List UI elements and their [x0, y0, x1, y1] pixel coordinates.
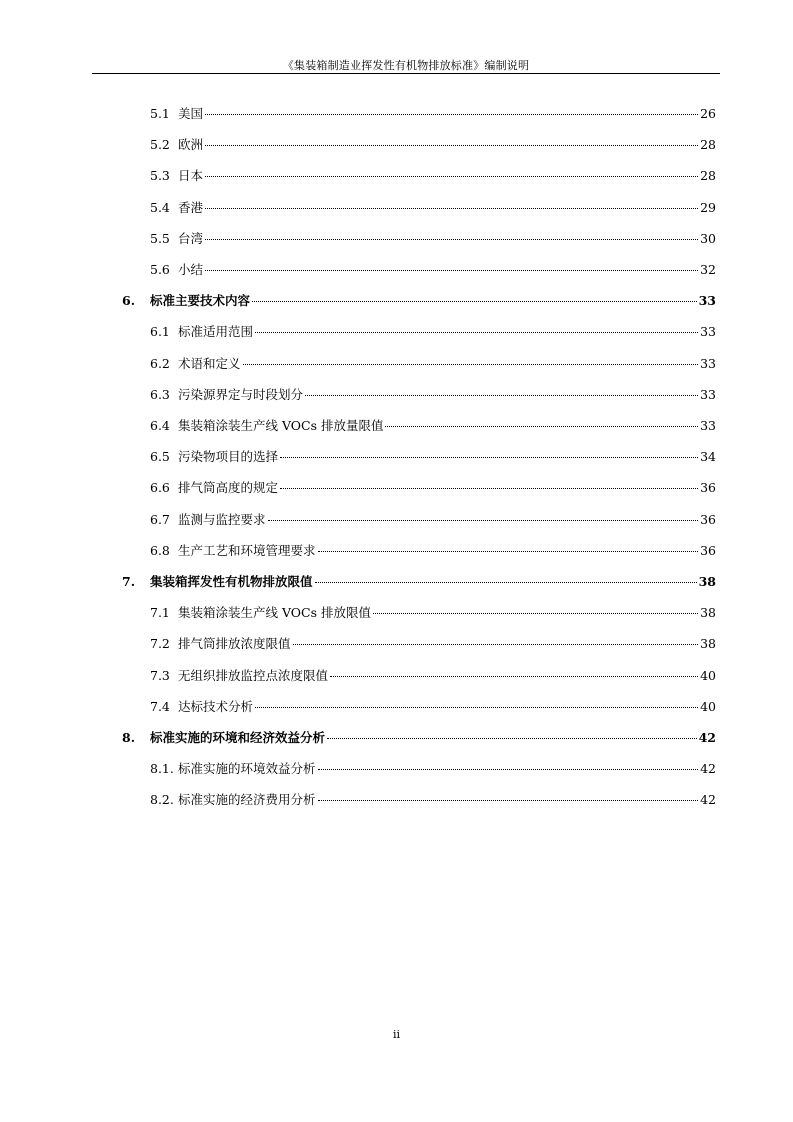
toc-entry-title: 监测与监控要求 — [178, 511, 266, 527]
toc-section-entry[interactable] — [150, 666, 716, 684]
toc-dot-leader — [205, 238, 698, 240]
toc-entry-number: 5.1 — [150, 106, 170, 121]
toc-dot-leader — [280, 456, 698, 458]
toc-entry-title: 排气筒排放浓度限值 — [178, 636, 291, 652]
toc-entry-title: 标准适用范围 — [178, 324, 254, 340]
toc-entry-page: 28 — [700, 137, 716, 153]
toc-entry-title: 小结 — [178, 262, 204, 277]
toc-entry-title: 集装箱涂装生产线 VOCs 排放限值 — [178, 605, 371, 621]
toc-entry-number: 8.1. — [150, 761, 174, 777]
toc-entry-page: 40 — [700, 698, 716, 714]
toc-entry-page: 38 — [698, 574, 716, 589]
toc-entry-title: 集装箱涂装生产线 VOCs 排放量限值 — [178, 418, 384, 433]
toc-entry-title: 标准实施的环境效益分析 — [178, 761, 316, 777]
toc-dot-leader — [205, 144, 698, 146]
toc-chapter-entry[interactable] — [122, 291, 716, 309]
toc-entry-page: 42 — [700, 792, 716, 808]
toc-dot-leader — [293, 643, 699, 645]
toc-entry-number: 6.4 — [150, 418, 170, 433]
toc-entry-page: 40 — [700, 667, 716, 683]
toc-entry-number: 6.3 — [150, 386, 170, 402]
toc-entry-page: 33 — [700, 355, 716, 371]
toc-entry-page: 42 — [698, 730, 716, 745]
toc-entry-number: 5.4 — [150, 199, 170, 215]
toc-section-entry[interactable] — [150, 790, 716, 808]
toc-entry-page: 26 — [700, 106, 716, 121]
toc-dot-leader — [252, 300, 697, 302]
toc-section-entry[interactable] — [150, 510, 716, 528]
toc-entry-page: 33 — [698, 293, 716, 309]
toc-entry-page: 30 — [700, 230, 716, 246]
toc-section-entry[interactable] — [150, 634, 716, 652]
toc-entry-page: 36 — [700, 542, 716, 558]
toc-entry-number: 7. — [122, 574, 136, 589]
toc-dot-leader — [243, 363, 699, 365]
toc-dot-leader — [280, 487, 698, 489]
toc-entry-page: 38 — [700, 636, 716, 652]
toc-entry-title: 香港 — [178, 199, 204, 215]
toc-entry-title: 欧洲 — [178, 137, 204, 153]
header-rule — [92, 73, 720, 74]
toc-entry-page: 38 — [700, 605, 716, 621]
toc-entry-page: 32 — [700, 262, 716, 277]
toc-dot-leader — [318, 550, 699, 552]
toc-entry-title: 污染物项目的选择 — [178, 449, 279, 465]
toc-dot-leader — [205, 269, 698, 271]
toc-entry-number: 5.5 — [150, 230, 170, 246]
toc-dot-leader — [330, 675, 698, 677]
toc-entry-title: 术语和定义 — [178, 355, 241, 371]
toc-dot-leader — [315, 581, 697, 583]
toc-dot-leader — [385, 425, 698, 427]
toc-entry-number: 6.6 — [150, 480, 170, 496]
toc-dot-leader — [205, 175, 698, 177]
toc-entry-number: 8. — [122, 730, 136, 745]
page-number: ii — [392, 1028, 401, 1041]
toc-entry-number: 5.6 — [150, 262, 170, 277]
toc-section-entry[interactable] — [150, 447, 716, 465]
toc-entry-number: 5.3 — [150, 168, 170, 184]
toc-section-entry[interactable] — [150, 478, 716, 496]
toc-entry-page: 34 — [700, 449, 716, 465]
toc-entry-title: 标准主要技术内容 — [150, 293, 251, 309]
toc-section-entry[interactable] — [150, 135, 716, 153]
toc-entry-number: 6. — [122, 293, 136, 309]
toc-entry-page: 36 — [700, 480, 716, 496]
toc-entry-title: 标准实施的环境和经济效益分析 — [150, 730, 326, 745]
toc-entry-title: 达标技术分析 — [178, 698, 254, 714]
toc-section-entry[interactable] — [150, 759, 716, 777]
toc-dot-leader — [327, 737, 697, 739]
toc-section-entry[interactable] — [150, 416, 716, 434]
toc-dot-leader — [255, 706, 698, 708]
toc-entry-number: 7.2 — [150, 636, 170, 652]
toc-entry-page: 33 — [700, 418, 716, 433]
toc-entry-title: 日本 — [178, 168, 204, 184]
toc-entry-page: 29 — [700, 199, 716, 215]
toc-entry-title: 污染源界定与时段划分 — [178, 386, 304, 402]
toc-entry-title: 无组织排放监控点浓度限值 — [178, 667, 329, 683]
toc-dot-leader — [255, 331, 698, 333]
toc-section-entry[interactable] — [150, 603, 716, 621]
toc-entry-page: 33 — [700, 324, 716, 340]
toc-entry-title: 美国 — [178, 106, 204, 121]
toc-entry-number: 6.8 — [150, 542, 170, 558]
toc-chapter-entry[interactable] — [122, 728, 716, 746]
toc-dot-leader — [205, 113, 698, 115]
toc-entry-number: 7.3 — [150, 667, 170, 683]
toc-entry-page: 28 — [700, 168, 716, 184]
toc-entry-title: 生产工艺和环境管理要求 — [178, 542, 316, 558]
toc-section-entry[interactable] — [150, 354, 716, 372]
toc-entry-title: 集装箱挥发性有机物排放限值 — [150, 574, 313, 589]
toc-entry-number: 7.1 — [150, 605, 170, 621]
toc-dot-leader — [318, 768, 699, 770]
toc-section-entry[interactable] — [150, 198, 716, 216]
toc-entry-title: 排气筒高度的规定 — [178, 480, 279, 496]
toc-entry-page: 33 — [700, 386, 716, 402]
toc-dot-leader — [268, 519, 699, 521]
toc-dot-leader — [205, 207, 698, 209]
toc-entry-number: 5.2 — [150, 137, 170, 153]
toc-section-entry[interactable] — [150, 322, 716, 340]
toc-section-entry[interactable] — [150, 260, 716, 278]
toc-entry-title: 标准实施的经济费用分析 — [178, 792, 316, 808]
toc-section-entry[interactable] — [150, 166, 716, 184]
toc-dot-leader — [305, 394, 698, 396]
toc-entry-number: 6.5 — [150, 449, 170, 465]
toc-entry-number: 7.4 — [150, 698, 170, 714]
toc-section-entry[interactable] — [150, 541, 716, 559]
toc-entry-title: 台湾 — [178, 230, 204, 246]
toc-section-entry[interactable] — [150, 385, 716, 403]
toc-entry-number: 8.2. — [150, 792, 174, 808]
toc-dot-leader — [318, 799, 699, 801]
page-header: 《集装箱制造业挥发性有机物排放标准》编制说明 — [282, 59, 530, 72]
toc-entry-number: 6.2 — [150, 355, 170, 371]
toc-section-entry[interactable] — [150, 229, 716, 247]
toc-section-entry[interactable] — [150, 104, 716, 122]
toc-entry-number: 6.7 — [150, 511, 170, 527]
toc-entry-page: 36 — [700, 511, 716, 527]
toc-dot-leader — [373, 612, 698, 614]
toc-chapter-entry[interactable] — [122, 572, 716, 590]
toc-entry-number: 6.1 — [150, 324, 170, 340]
toc-section-entry[interactable] — [150, 697, 716, 715]
toc-entry-page: 42 — [700, 761, 716, 777]
